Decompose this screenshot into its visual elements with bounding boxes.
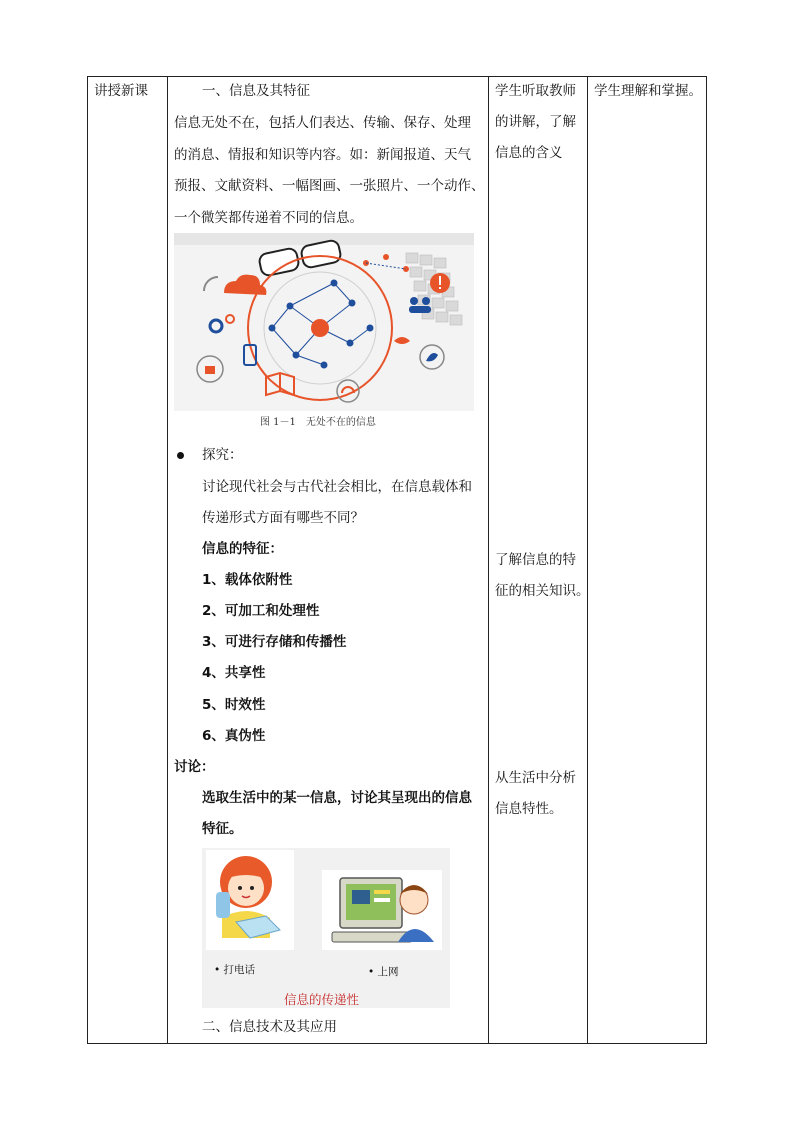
intro-line: 一个微笑都传递着不同的信息。: [174, 210, 363, 226]
figure-label-phone: • 打电话: [214, 964, 256, 976]
explore-label: 探究：: [202, 447, 243, 463]
explore-line: 讨论现代社会与古代社会相比，在信息载体和: [202, 479, 472, 495]
table-divider-1: [167, 76, 168, 1044]
table-border-right: [706, 76, 707, 1044]
table-divider-2: [488, 76, 489, 1044]
intro-line: 预报、文献资料、一幅图画、一张照片、一个动作、: [174, 178, 485, 194]
communication-figure: [202, 848, 450, 1008]
section-heading: 二、信息技术及其应用: [202, 1019, 337, 1035]
section-heading: 一、信息及其特征: [202, 83, 310, 99]
feature-item: 5、时效性: [202, 697, 266, 713]
feature-item: 4、共享性: [202, 665, 266, 681]
feature-item: 6、真伪性: [202, 728, 266, 744]
stage-label: 讲授新课: [94, 83, 148, 99]
figure-label-internet: • 上网: [368, 966, 399, 978]
activity-line: 信息的含义: [495, 145, 563, 161]
explore-line: 传递形式方面有哪些不同？: [202, 510, 364, 526]
intro-line: 信息无处不在，包括人们表达、传输、保存、处理: [174, 115, 471, 131]
goal-text: 学生理解和掌握。: [594, 83, 702, 99]
figure-caption-red: 信息的传递性: [284, 992, 360, 1007]
activity-line: 了解信息的特: [495, 552, 576, 568]
activity-line: 从生活中分析: [495, 770, 576, 786]
activity-line: 的讲解，了解: [495, 114, 576, 130]
table-divider-3: [587, 76, 588, 1044]
discuss-label: 讨论：: [174, 759, 215, 775]
feature-item: 1、载体依附性: [202, 572, 293, 588]
discuss-line: 特征。: [202, 821, 243, 837]
features-title: 信息的特征：: [202, 541, 283, 557]
table-border-bottom: [87, 1043, 707, 1044]
intro-line: 的消息、情报和知识等内容。如：新闻报道、天气: [174, 147, 471, 163]
table-border-left: [87, 76, 88, 1044]
information-figure: [174, 233, 474, 411]
figure-caption: 图 1－1 无处不在的信息: [260, 417, 376, 428]
activity-line: 征的相关知识。: [495, 583, 590, 599]
discuss-line: 选取生活中的某一信息，讨论其呈现出的信息: [202, 790, 472, 806]
activity-line: 信息特性。: [495, 801, 563, 817]
activity-line: 学生听取教师: [495, 83, 576, 99]
bullet-icon: [177, 452, 184, 459]
feature-item: 3、可进行存储和传播性: [202, 634, 347, 650]
feature-item: 2、可加工和处理性: [202, 603, 320, 619]
